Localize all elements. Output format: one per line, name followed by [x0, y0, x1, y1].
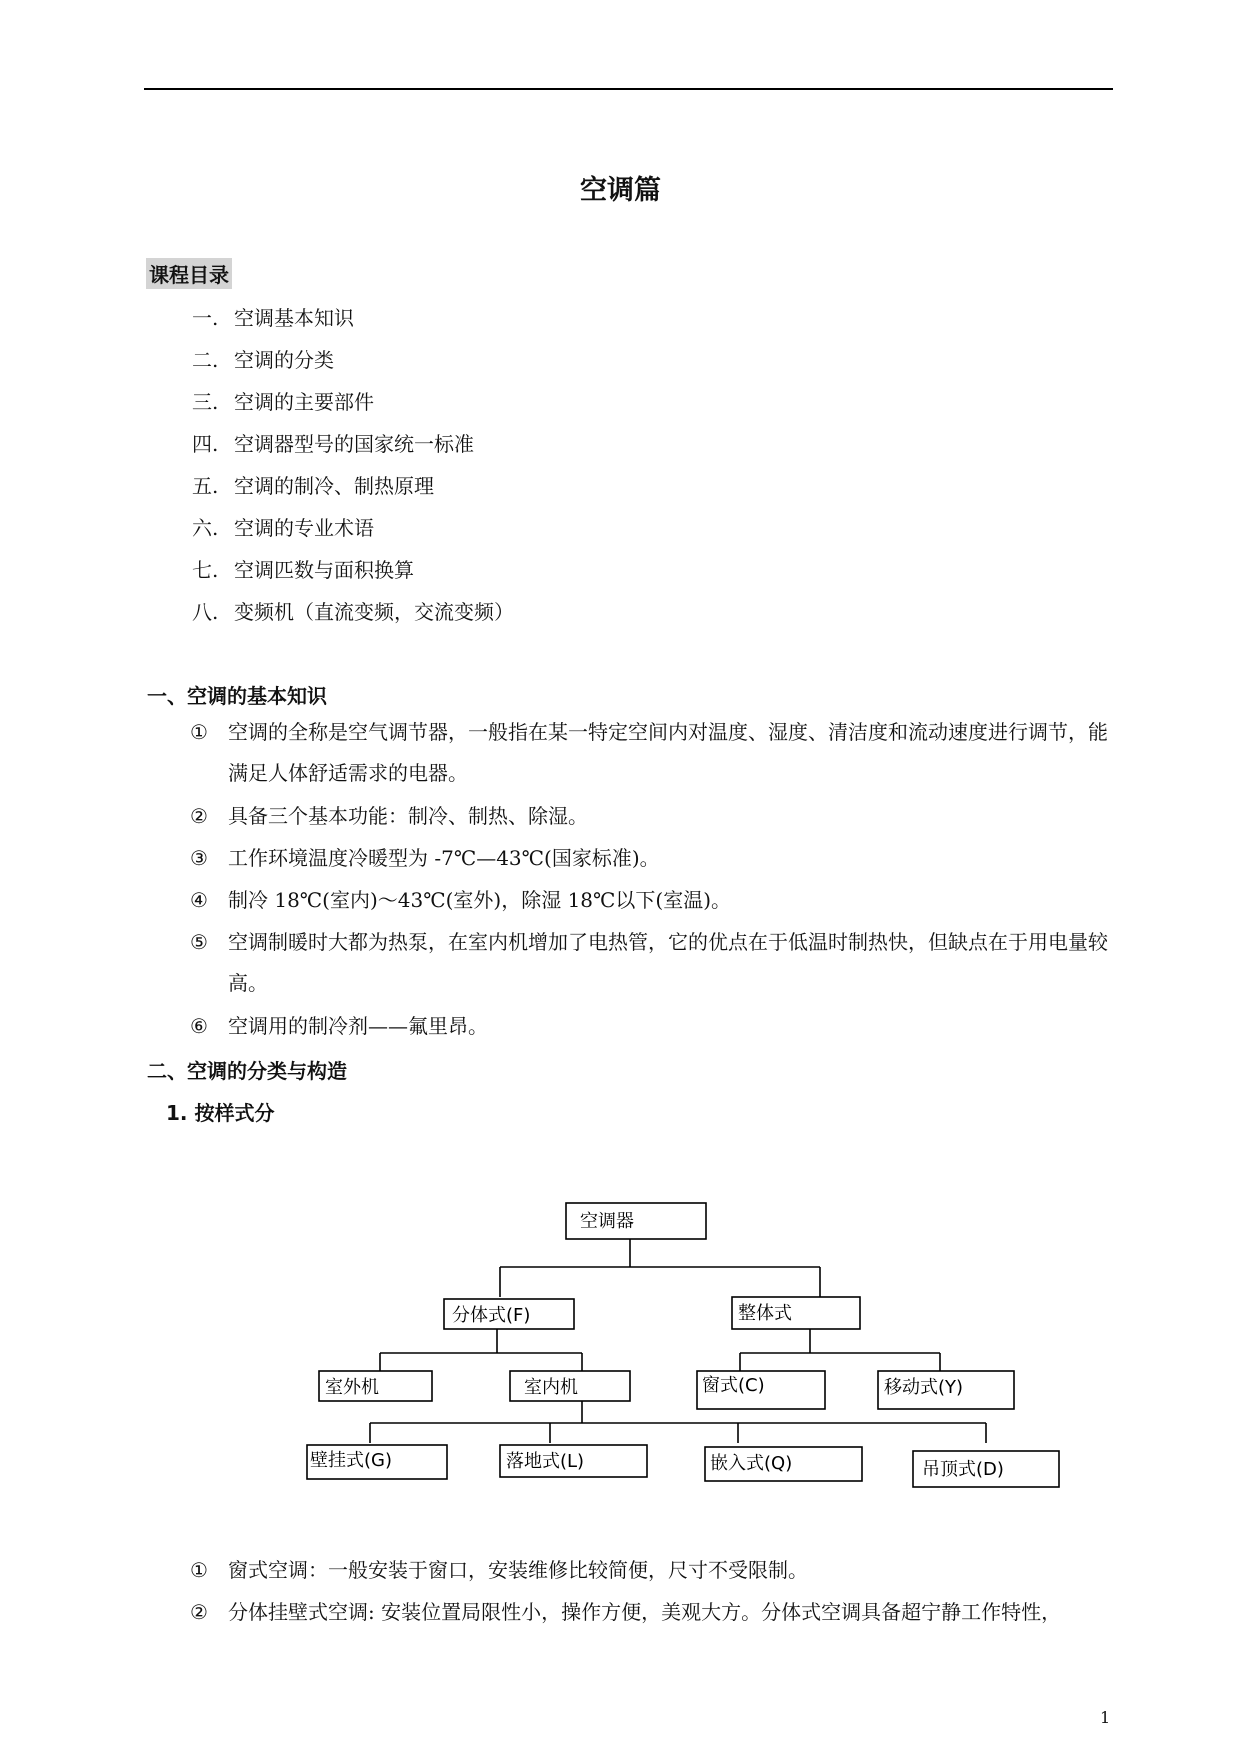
toc-item: 三. 空调的主要部件	[192, 390, 374, 414]
classification-tree	[300, 1195, 1060, 1497]
list-item: ① 空调的全称是空气调节器，一般指在某一特定空间内对温度、湿度、清洁度和流动速度进行调节，能满足人体舒适需求的电器。	[190, 720, 1108, 785]
list-item: ⑥ 空调用的制冷剂——氟里昂。	[190, 1014, 488, 1038]
list-item: ② 分体挂壁式空调: 安装位置局限性小，操作方便，美观大方。分体式空调具备超宁静工作特性，	[190, 1600, 1062, 1624]
list-item: ⑤ 空调制暖时大都为热泵，在室内机增加了电热管，它的优点在于低温时制热快，但缺点在于用电量较高。	[190, 930, 1108, 995]
section-heading: 一、空调的基本知识	[147, 684, 327, 708]
tree-node-floor: 落地式(L)	[506, 1451, 585, 1472]
page-title: 空调篇	[580, 175, 661, 206]
tree-node-ceiling: 吊顶式(D)	[922, 1459, 1004, 1480]
sub-heading: 1. 按样式分	[166, 1101, 275, 1125]
toc-item: 五. 空调的制冷、制热原理	[192, 474, 434, 498]
list-item: ① 窗式空调：一般安装于窗口，安装维修比较简便，尺寸不受限制。	[190, 1558, 808, 1582]
tree-node-outdoor: 室外机	[325, 1377, 379, 1398]
toc-item: 二. 空调的分类	[192, 348, 334, 372]
toc-item: 八. 变频机（直流变频，交流变频）	[192, 600, 514, 624]
list-item: ② 具备三个基本功能：制冷、制热、除湿。	[190, 804, 588, 828]
tree-node-split: 分体式(F)	[452, 1305, 531, 1326]
list-item: ③ 工作环境温度冷暖型为 -7℃—43℃(国家标准)。	[190, 846, 660, 870]
tree-node-unitary: 整体式	[738, 1303, 792, 1324]
list-item: ④ 制冷 18℃(室内)～43℃(室外)，除湿 18℃以下(室温)。	[190, 888, 731, 912]
toc-item: 一. 空调基本知识	[192, 306, 354, 330]
tree-node-mobile: 移动式(Y)	[884, 1377, 964, 1398]
toc-item: 七. 空调匹数与面积换算	[192, 558, 414, 582]
tree-node-window: 窗式(C)	[702, 1375, 765, 1396]
tree-node-wall: 壁挂式(G)	[310, 1450, 392, 1471]
toc-item: 六. 空调的专业术语	[192, 516, 374, 540]
page-number: 1	[1100, 1708, 1111, 1727]
header-rule	[144, 88, 1113, 90]
tree-node-embedded: 嵌入式(Q)	[710, 1453, 793, 1474]
section-heading: 二、空调的分类与构造	[147, 1059, 347, 1083]
toc-item: 四. 空调器型号的国家统一标准	[192, 432, 474, 456]
toc-heading: 课程目录	[146, 258, 232, 289]
tree-node-root: 空调器	[580, 1211, 634, 1232]
tree-node-indoor: 室内机	[524, 1377, 578, 1398]
